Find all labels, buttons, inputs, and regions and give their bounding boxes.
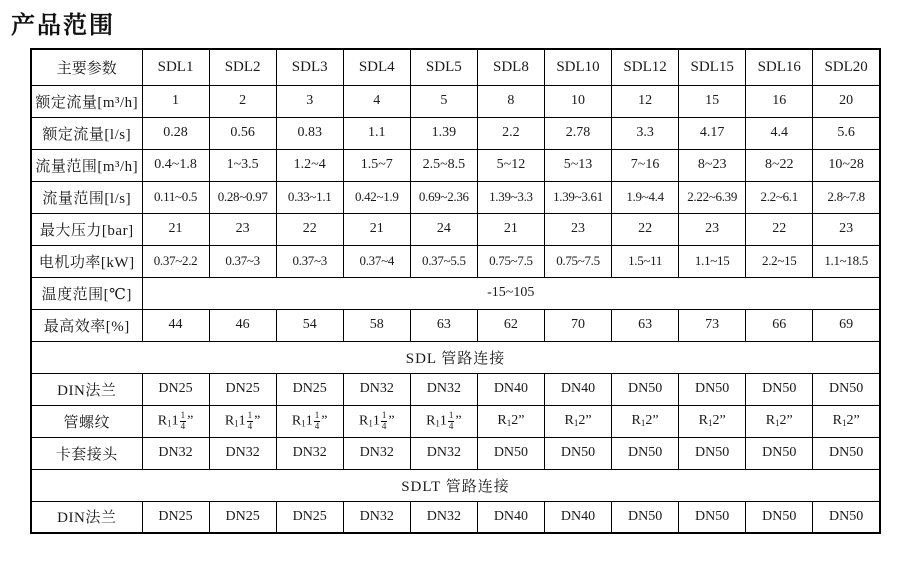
model-column-header: SDL16 <box>746 49 813 85</box>
param-value-cell: 7~16 <box>612 149 679 181</box>
param-value-cell: $R_11$ $\frac{1}{4}$ ” <box>209 405 276 437</box>
param-value-cell: 66 <box>746 309 813 341</box>
param-value-cell: 58 <box>343 309 410 341</box>
param-value-cell: 0.75~7.5 <box>477 245 544 277</box>
row-label: 流量范围[l/s] <box>31 181 142 213</box>
param-value-cell: DN50 <box>746 373 813 405</box>
quarter-fraction: $\frac{1}{4}$ <box>448 410 454 431</box>
param-value-cell: 2.78 <box>544 117 611 149</box>
thread-size-subscript: 1 <box>506 418 512 428</box>
param-value-cell: 0.11~0.5 <box>142 181 209 213</box>
param-value-cell: 5~13 <box>544 149 611 181</box>
param-value-cell: DN50 <box>813 373 880 405</box>
param-value-cell: 21 <box>142 213 209 245</box>
param-value-cell: 21 <box>477 213 544 245</box>
param-value-cell: $R_11$ $\frac{1}{4}$ ” <box>410 405 477 437</box>
param-value-cell: 0.28 <box>142 117 209 149</box>
param-value-cell: DN50 <box>813 437 880 469</box>
param-value-cell: 2.2~6.1 <box>746 181 813 213</box>
param-value-cell: 1.9~4.4 <box>612 181 679 213</box>
param-value-cell: 1~3.5 <box>209 149 276 181</box>
row-label: 额定流量[l/s] <box>31 117 142 149</box>
section-header-cell: SDL 管路连接 <box>31 341 880 373</box>
param-value-cell: DN40 <box>477 501 544 533</box>
param-value-cell: 5~12 <box>477 149 544 181</box>
table-row <box>31 117 880 149</box>
model-column-header: SDL2 <box>209 49 276 85</box>
param-value-cell: DN40 <box>477 373 544 405</box>
model-column-header: SDL10 <box>544 49 611 85</box>
param-value-cell: $R_12$” <box>813 405 880 437</box>
param-value-cell: 1.1~15 <box>679 245 746 277</box>
table-row <box>31 437 880 469</box>
param-value-cell: DN32 <box>343 501 410 533</box>
param-value-cell: 2.2 <box>477 117 544 149</box>
param-value-cell: 73 <box>679 309 746 341</box>
model-column-header: SDL12 <box>612 49 679 85</box>
param-value-cell: $R_12$” <box>746 405 813 437</box>
param-value-cell: 8~23 <box>679 149 746 181</box>
merged-value-cell: -15~105 <box>142 277 880 309</box>
param-value-cell: DN32 <box>276 437 343 469</box>
thread-size-subscript: 1 <box>841 418 847 428</box>
param-value-cell: 69 <box>813 309 880 341</box>
param-value-cell: DN50 <box>544 437 611 469</box>
row-label: DIN法兰 <box>31 373 142 405</box>
param-value-cell: DN25 <box>209 501 276 533</box>
param-value-cell: DN40 <box>544 373 611 405</box>
param-value-cell: DN50 <box>813 501 880 533</box>
param-value-cell: 0.37~3 <box>209 245 276 277</box>
quarter-fraction: $\frac{1}{4}$ <box>381 410 387 431</box>
param-value-cell: $R_12$” <box>544 405 611 437</box>
param-value-cell: DN32 <box>410 373 477 405</box>
row-label: 管螺纹 <box>31 405 142 437</box>
table-row <box>31 373 880 405</box>
param-value-cell: DN25 <box>209 373 276 405</box>
param-value-cell: DN40 <box>544 501 611 533</box>
param-value-cell: DN50 <box>746 437 813 469</box>
param-value-cell: 3 <box>276 85 343 117</box>
table-row <box>31 149 880 181</box>
param-value-cell: 44 <box>142 309 209 341</box>
param-value-cell: DN50 <box>477 437 544 469</box>
thread-size-subscript: 1 <box>640 418 646 428</box>
param-value-cell: 1.5~7 <box>343 149 410 181</box>
param-value-cell: 0.56 <box>209 117 276 149</box>
param-value-cell: $R_11$ $\frac{1}{4}$ ” <box>343 405 410 437</box>
table-row <box>31 213 880 245</box>
param-value-cell: DN32 <box>209 437 276 469</box>
table-row <box>31 245 880 277</box>
row-label: 卡套接头 <box>31 437 142 469</box>
param-value-cell: DN50 <box>612 437 679 469</box>
param-value-cell: 21 <box>343 213 410 245</box>
row-label: 温度范围[℃] <box>31 277 142 309</box>
row-label: 流量范围[m³/h] <box>31 149 142 181</box>
param-value-cell: DN32 <box>343 437 410 469</box>
param-value-cell: DN50 <box>679 437 746 469</box>
param-value-cell: 63 <box>410 309 477 341</box>
param-value-cell: 22 <box>612 213 679 245</box>
param-value-cell: 24 <box>410 213 477 245</box>
param-value-cell: DN25 <box>142 501 209 533</box>
table-row <box>31 309 880 341</box>
param-value-cell: 1.39~3.61 <box>544 181 611 213</box>
param-value-cell: DN32 <box>343 373 410 405</box>
param-value-cell: DN32 <box>410 437 477 469</box>
param-value-cell: $R_12$” <box>612 405 679 437</box>
param-value-cell: DN25 <box>276 373 343 405</box>
param-value-cell: 4 <box>343 85 410 117</box>
param-value-cell: $R_11$ $\frac{1}{4}$ ” <box>276 405 343 437</box>
thread-size-subscript: 1 <box>775 418 780 428</box>
spec-table-body <box>31 85 880 533</box>
param-value-cell: DN32 <box>410 501 477 533</box>
row-label: 额定流量[m³/h] <box>31 85 142 117</box>
param-value-cell: 70 <box>544 309 611 341</box>
model-column-header: SDL5 <box>410 49 477 85</box>
param-value-cell: 0.28~0.97 <box>209 181 276 213</box>
model-column-header: SDL15 <box>679 49 746 85</box>
param-value-cell: 23 <box>209 213 276 245</box>
thread-size-subscript: 1 <box>301 418 306 429</box>
thread-size-subscript: 1 <box>573 418 579 428</box>
thread-size-subscript: 1 <box>167 418 172 429</box>
thread-size-subscript: 1 <box>435 418 440 429</box>
param-value-cell: DN25 <box>276 501 343 533</box>
param-value-cell: 0.37~2.2 <box>142 245 209 277</box>
param-value-cell: 0.37~3 <box>276 245 343 277</box>
table-row <box>31 341 880 373</box>
param-value-cell: 5.6 <box>813 117 880 149</box>
page-title: 产品范围 <box>11 11 115 39</box>
model-column-header: SDL3 <box>276 49 343 85</box>
param-value-cell: 0.75~7.5 <box>544 245 611 277</box>
param-value-cell: 63 <box>612 309 679 341</box>
param-value-cell: DN25 <box>142 373 209 405</box>
param-value-cell: 22 <box>276 213 343 245</box>
param-value-cell: 1.1~18.5 <box>813 245 880 277</box>
thread-size-subscript: 1 <box>707 418 713 428</box>
section-header-cell: SDLT 管路连接 <box>31 469 880 501</box>
row-label: DIN法兰 <box>31 501 142 533</box>
param-value-cell: 8 <box>477 85 544 117</box>
table-header-row <box>31 49 880 85</box>
param-value-cell: DN50 <box>612 373 679 405</box>
param-value-cell: 1.2~4 <box>276 149 343 181</box>
table-row <box>31 469 880 501</box>
param-value-cell: 0.4~1.8 <box>142 149 209 181</box>
row-label: 最高效率[%] <box>31 309 142 341</box>
param-value-cell: 23 <box>813 213 880 245</box>
param-value-cell: DN50 <box>746 501 813 533</box>
param-value-cell: 46 <box>209 309 276 341</box>
table-row <box>31 85 880 117</box>
param-value-cell: 54 <box>276 309 343 341</box>
param-value-cell: 62 <box>477 309 544 341</box>
param-value-cell: 1.5~11 <box>612 245 679 277</box>
param-value-cell: 0.42~1.9 <box>343 181 410 213</box>
spec-table <box>30 48 881 534</box>
param-value-cell: 4.4 <box>746 117 813 149</box>
thread-size-subscript: 1 <box>368 418 373 429</box>
thread-size-subscript: 1 <box>234 418 239 429</box>
param-value-cell: 2.2~15 <box>746 245 813 277</box>
param-value-cell: 0.69~2.36 <box>410 181 477 213</box>
param-value-cell: 8~22 <box>746 149 813 181</box>
quarter-fraction: $\frac{1}{4}$ <box>180 410 186 431</box>
param-value-cell: 3.3 <box>612 117 679 149</box>
param-value-cell: 22 <box>746 213 813 245</box>
model-column-header: SDL8 <box>477 49 544 85</box>
param-value-cell: 12 <box>612 85 679 117</box>
param-value-cell: DN50 <box>612 501 679 533</box>
param-value-cell: 2.22~6.39 <box>679 181 746 213</box>
param-value-cell: 15 <box>679 85 746 117</box>
param-value-cell: 0.37~5.5 <box>410 245 477 277</box>
param-value-cell: 1.39~3.3 <box>477 181 544 213</box>
row-label: 最大压力[bar] <box>31 213 142 245</box>
param-value-cell: 10 <box>544 85 611 117</box>
table-row <box>31 181 880 213</box>
param-value-cell: $R_12$” <box>679 405 746 437</box>
param-value-cell: $R_11$ $\frac{1}{4}$ ” <box>142 405 209 437</box>
param-value-cell: 1.1 <box>343 117 410 149</box>
param-value-cell: 2.8~7.8 <box>813 181 880 213</box>
param-value-cell: 0.37~4 <box>343 245 410 277</box>
param-value-cell: 20 <box>813 85 880 117</box>
row-label: 电机功率[kW] <box>31 245 142 277</box>
quarter-fraction: $\frac{1}{4}$ <box>247 410 253 431</box>
param-value-cell: 1.39 <box>410 117 477 149</box>
param-value-cell: 16 <box>746 85 813 117</box>
param-value-cell: 4.17 <box>679 117 746 149</box>
model-column-header: SDL20 <box>813 49 880 85</box>
param-value-cell: 23 <box>679 213 746 245</box>
table-row <box>31 501 880 533</box>
param-value-cell: 0.33~1.1 <box>276 181 343 213</box>
param-value-cell: 23 <box>544 213 611 245</box>
param-value-cell: 2 <box>209 85 276 117</box>
param-value-cell: 5 <box>410 85 477 117</box>
param-value-cell: DN50 <box>679 501 746 533</box>
param-value-cell: DN32 <box>142 437 209 469</box>
model-column-header: SDL4 <box>343 49 410 85</box>
model-column-header: SDL1 <box>142 49 209 85</box>
table-row <box>31 405 880 437</box>
param-value-cell: 1 <box>142 85 209 117</box>
quarter-fraction: $\frac{1}{4}$ <box>314 410 320 431</box>
param-value-cell: $R_12$” <box>477 405 544 437</box>
table-row <box>31 277 880 309</box>
param-value-cell: 10~28 <box>813 149 880 181</box>
param-value-cell: 2.5~8.5 <box>410 149 477 181</box>
param-value-cell: 0.83 <box>276 117 343 149</box>
param-value-cell: DN50 <box>679 373 746 405</box>
params-column-header: 主要参数 <box>31 49 142 85</box>
